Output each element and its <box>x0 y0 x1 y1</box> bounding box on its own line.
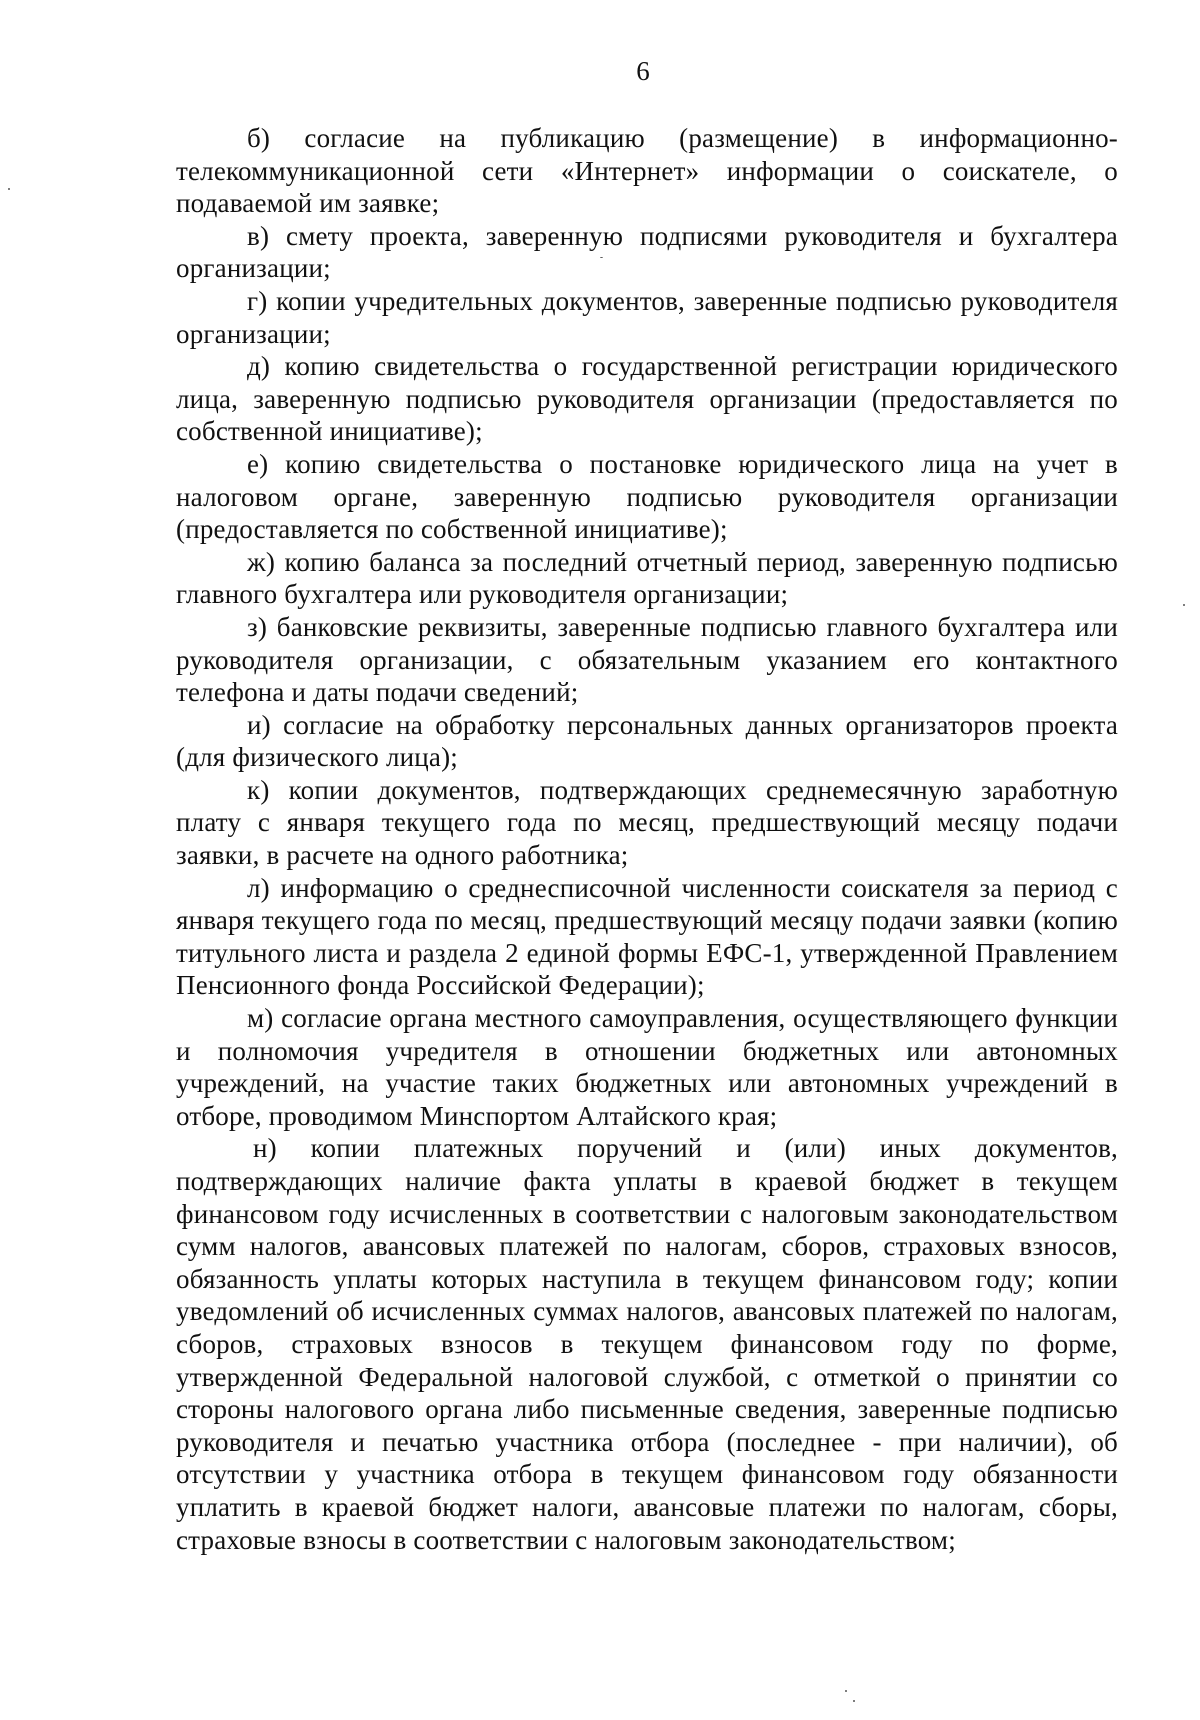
list-item-zh: ж) копию баланса за последний отчетный период, заверенную подписью главного бухгалтера или руководителя организации; <box>176 546 1118 610</box>
list-item-z: з) банковские реквизиты, заверенные подписью главного бухгалтера или руководителя организации, с обязательным указанием его контактного телефона и даты подачи сведений; <box>176 611 1118 708</box>
list-item-m: м) согласие органа местного самоуправления, осуществляющего функции и полномочия учредителя в отношении бюджетных или автономных учреждений, на участие таких бюджетных или автономных учреждений в отборе, проводимом Минспортом Алтайского края; <box>176 1003 1118 1131</box>
list-item-d: д) копию свидетельства о государственной регистрации юридического лица, заверенную подписью руководителя организации (предоставляется по собственной инициативе); <box>176 351 1118 447</box>
list-item-b: б) согласие на публикацию (размещение) в информационно-телекоммуникационной сети «Интернет» информации о соискателе, о подаваемой им заявке; <box>176 123 1118 219</box>
scan-speck <box>8 188 10 190</box>
scan-speck <box>845 1690 847 1692</box>
list-item-i: и) согласие на обработку персональных данных организаторов проекта (для физического лица); <box>176 709 1118 773</box>
list-item-g: г) копии учредительных документов, заверенные подписью руководителя организации; <box>176 285 1118 349</box>
scan-speck <box>853 1700 855 1702</box>
list-item-k: к) копии документов, подтверждающих среднемесячную заработную плату с января текущего года по месяц, предшествующий месяцу подачи заявки, в расчете на одного работника; <box>176 774 1118 871</box>
list-item-l: л) информацию о среднесписочной численности соискателя за период с января текущего года по месяц, предшествующий месяцу подачи заявки (копию титульного листа и раздела 2 единой формы ЕФС-1, утвержденной Правлением Пенсионного фонда Российской Федерации); <box>176 872 1118 1001</box>
list-item-v: в) смету проекта, заверенную подписями руководителя и бухгалтера организации; <box>176 220 1118 284</box>
scan-speck <box>600 257 603 258</box>
list-item-e: е) копию свидетельства о постановке юридического лица на учет в налоговом органе, заверенную подписью руководителя организации (предоставляется по собственной инициативе); <box>176 448 1118 545</box>
scan-speck <box>1183 604 1185 606</box>
list-item-n: н) копии платежных поручений и (или) иных документов, подтверждающих наличие факта уплаты в краевой бюджет в текущем финансовом году исчисленных в соответствии с налоговым законодательством сумм налогов, авансовых платежей по налогам, сборов, страховых взносов, обязанность уплаты которых наступила в текущем финансовом году; копии уведомлений об исчисленных суммах налогов, авансовых платежей по налогам, сборов, страховых взносов в текущем финансовом году по форме, утвержденной Федеральной налоговой службой, с отметкой о принятии со стороны налогового органа либо письменные сведения, заверенные подписью руководителя и печатью участника отбора (последнее - при наличии), об отсутствии у участника отбора в текущем финансовом году обязанности уплатить в краевой бюджет налоги, авансовые платежи по налогам, сборы, страховые взносы в соответствии с налоговым законодательством; <box>176 1133 1118 1555</box>
page-number: 6 <box>636 56 650 86</box>
document-body <box>176 122 1118 1556</box>
